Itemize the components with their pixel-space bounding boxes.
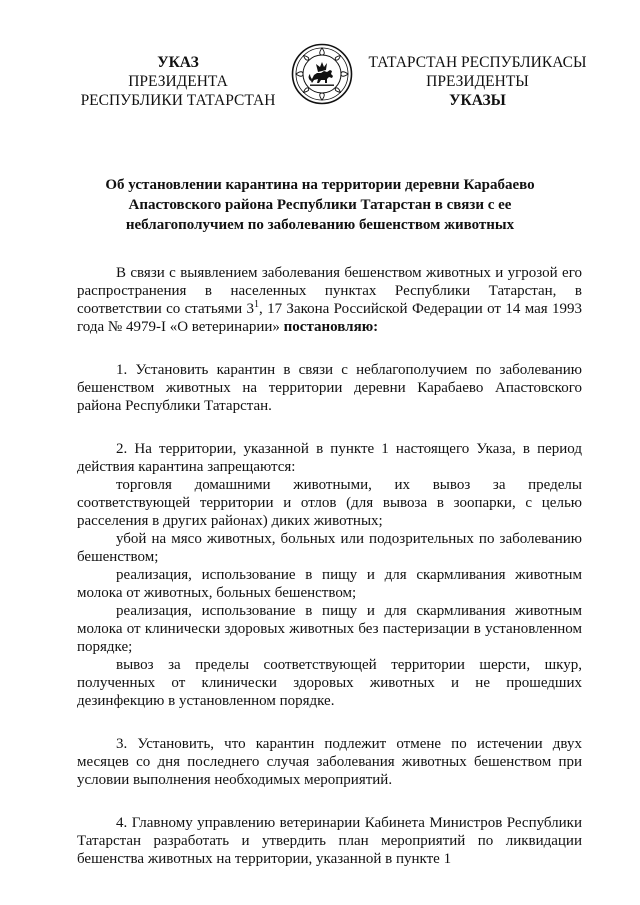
item-2-subpoint-2: убой на мясо животных, больных или подозрительных по заболеванию бешенством; (77, 531, 582, 565)
header-right-line1: ТАТАРСТАН РЕСПУБЛИКАСЫ (368, 54, 587, 71)
title-line1: Об установлении карантина на территории деревни Карабаево (105, 177, 535, 193)
header-right-block (365, 53, 590, 110)
item-2-paragraph: 2. На территории, указанной в пункте 1 настоящего Указа, в период действия карантина запрещаются: (77, 441, 582, 475)
preamble-paragraph (77, 264, 582, 336)
item-3-paragraph: 3. Установить, что карантин подлежит отмене по истечении двух месяцев со дня последнего случая заболевания животных бешенством при условии выполнения необходимых мероприятий. (77, 736, 582, 788)
header-left-line3: РЕСПУБЛИКИ ТАТАРСТАН (80, 92, 276, 109)
preamble-superscript: 1 (253, 299, 259, 310)
tatarstan-coat-of-arms-icon (291, 43, 353, 105)
header-left-block (78, 53, 278, 110)
document-title (90, 175, 550, 235)
item-2-subpoint-4: реализация, использование в пищу и для скармливания животным молока от клинически здоровых животных без пастеризации в установленном порядке; (77, 603, 582, 655)
item-4-paragraph: 4. Главному управлению ветеринарии Кабинета Министров Республики Татарстан разработать и утвердить план мероприятий по ликвидации бешенства животных на территории, указанной в пункте 1 (77, 815, 582, 867)
item-2-subpoint-1: торговля домашними животными, их вывоз за пределы соответствующей территории и отлов (для вывоза в зоопарки, с целью расселения в других районах) диких животных; (77, 477, 582, 529)
preamble-text-b: , 17 Закона Российской Федерации от 14 мая 1993 года № 4979-I «О ветеринарии» (77, 301, 582, 335)
preamble-text-a: В связи с выявлением заболевания бешенством животных и угрозой его распространения в населенных пунктах Республики Татарстан, в соответствии со статьями 3 (77, 265, 582, 317)
item-2-subpoint-3: реализация, использование в пищу и для скармливания животным молока от животных, больных бешенством; (77, 567, 582, 601)
document-body (77, 264, 582, 868)
header-right-line2: ПРЕЗИДЕНТЫ (426, 73, 529, 90)
title-line2: Апастовского района Республики Татарстан в связи с ее (128, 197, 512, 213)
item-2-subpoint-5: вывоз за пределы соответствующей территории шерсти, шкур, полученных от клинически здоровых животных и не прошедших дезинфекцию в установленном порядке. (77, 657, 582, 709)
title-line3: неблагополучием по заболеванию бешенством животных (125, 217, 515, 233)
decree-word: постановляю: (283, 319, 379, 335)
item-1-paragraph: 1. Установить карантин в связи с неблагополучием по заболеванию бешенством животных на территории деревни Карабаево Апастовского района Республики Татарстан. (77, 362, 582, 414)
header-right-line3: УКАЗЫ (449, 92, 506, 109)
header-left-line1: УКАЗ (157, 54, 199, 71)
header-left-line2: ПРЕЗИДЕНТА (128, 73, 228, 90)
